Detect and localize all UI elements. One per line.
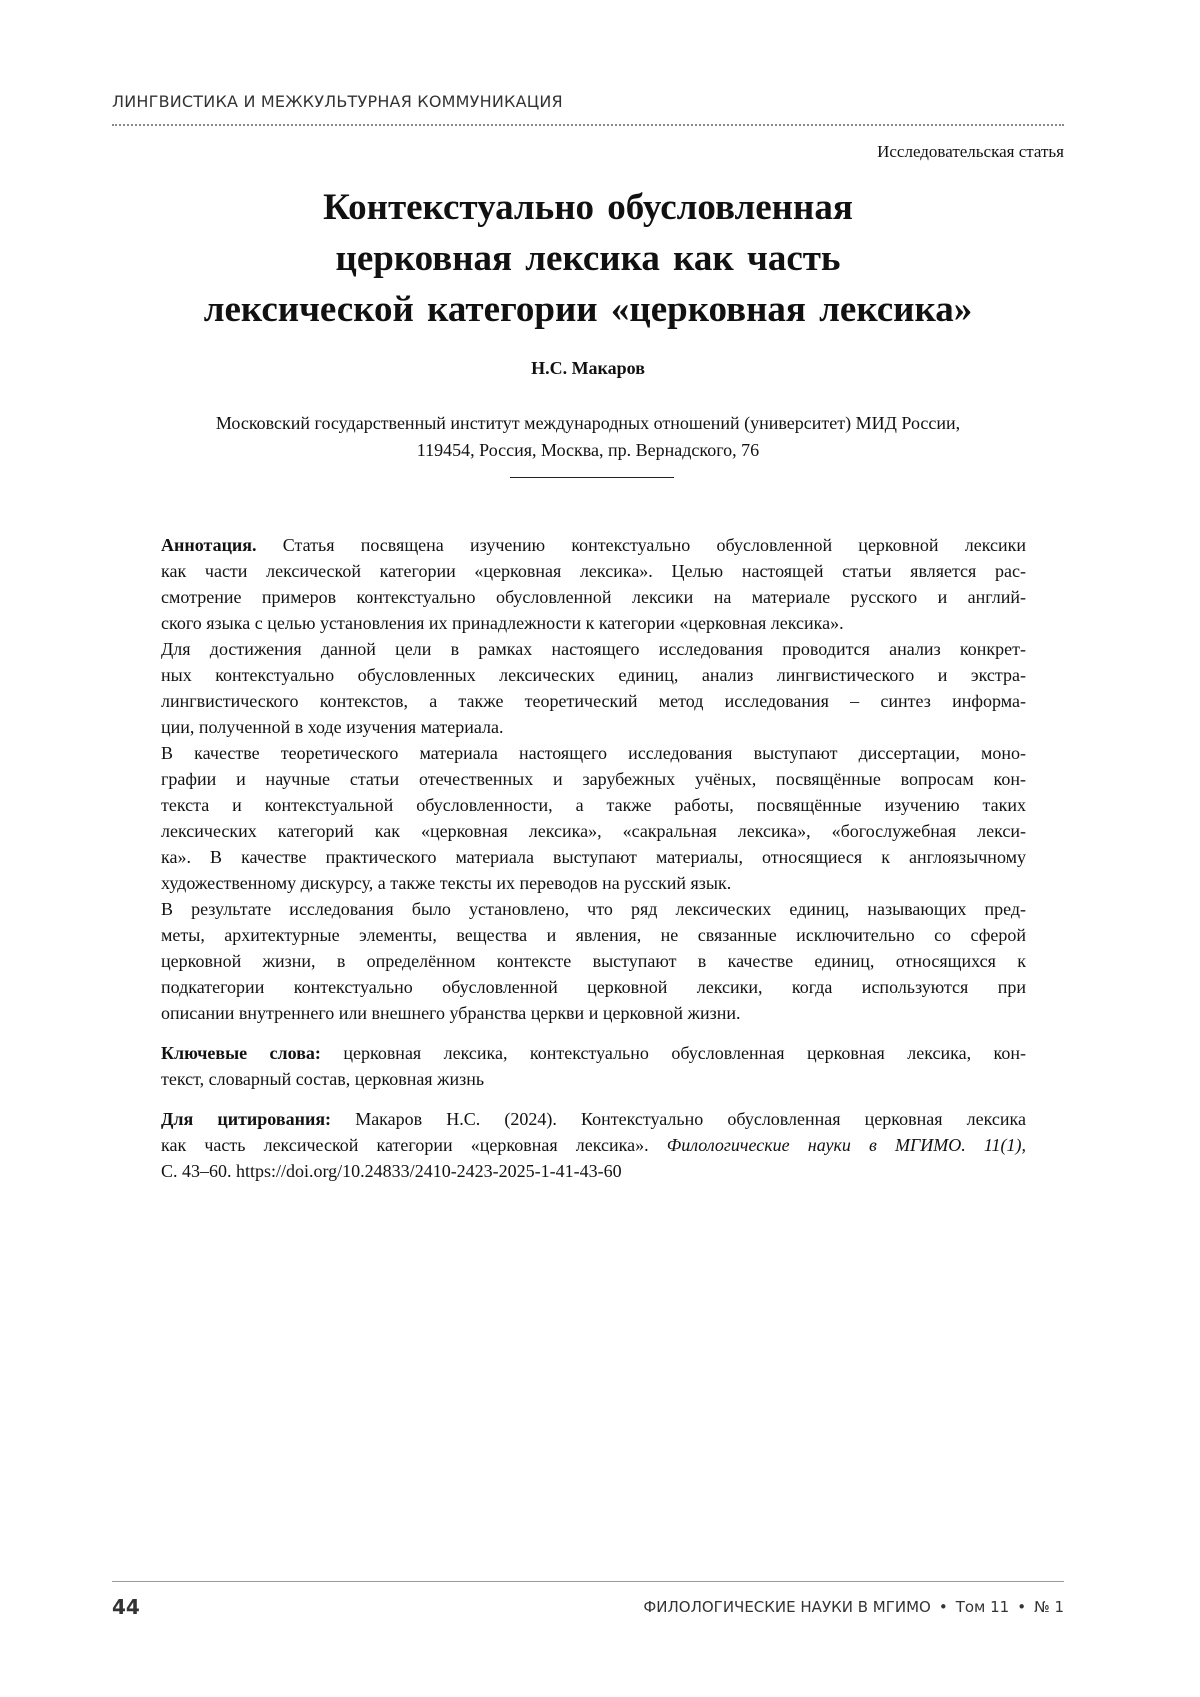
abstract-line: Аннотация. Статья посвящена изучению контекстуально обусловленной церковной лексики [161,535,1027,555]
abstract-line: художественному дискурсу, а также тексты их переводов на русский язык. [161,873,732,893]
footer-rule [112,1581,1064,1582]
abstract-line: смотрение примеров контекстуально обусловленной лексики на материале русского и англий- [161,587,1026,607]
affiliation-line: Московский государственный институт международных отношений (университет) МИД России, [215,413,961,433]
abstract-paragraph [161,896,1026,1026]
title-line: церковная лексика как часть [335,238,841,279]
citation-label: Для цитирования: [161,1109,332,1129]
issue: № 1 [1034,1598,1064,1616]
abstract-paragraph [161,532,1026,636]
affiliation-line: 119454, Россия, Москва, пр. Вернадского, 76 [416,440,760,460]
abstract-paragraph [161,636,1026,740]
abstract-line: церковной жизни, в определённом контексте выступают в качестве единиц, относящихся к [161,951,1026,971]
title-line: лексической категории «церковная лексика» [203,289,973,330]
abstract-line: ского языка с целью установления их принадлежности к категории «церковная лексика». [161,613,844,633]
abstract-block [161,532,1026,1184]
abstract-line: подкатегории контекстуально обусловленной церковной лексики, когда используются при [161,977,1026,997]
citation-line: как часть лексической категории «церковная лексика». Филологические науки в МГИМО. 11(1), [161,1135,1027,1155]
article-title [112,182,1064,335]
bullet-separator: • [938,1598,948,1616]
citation-line[interactable]: С. 43–60. https://doi.org/10.24833/2410-2423-2025-1-41-43-60 [161,1161,622,1181]
abstract-paragraph [161,740,1026,896]
author-name: Н.С. Макаров [531,358,645,378]
keywords-label: Ключевые слова: [161,1043,321,1063]
keywords-line: Ключевые слова: церковная лексика, контекстуально обусловленная церковная лексика, кон- [161,1043,1026,1063]
abstract-line: графии и научные статьи отечественных и зарубежных учёных, посвящённые вопросам кон- [161,769,1026,789]
title-line: Контекстуально обусловленная [323,187,853,228]
abstract-line: В качестве теоретического материала настоящего исследования выступают диссертации, моно- [161,743,1026,763]
abstract-line: лексических категорий как «церковная лексика», «сакральная лексика», «богослужебная лекси- [161,821,1026,841]
page-number: 44 [112,1595,140,1619]
journal-footer [643,1598,1064,1616]
abstract-line: ных контекстуально обусловленных лексических единиц, анализ лингвистического и экстра- [161,665,1026,685]
abstract-line: ции, полученной в ходе изучения материала. [161,717,504,737]
abstract-line: меты, архитектурные элементы, вещества и явления, не связанные исключительно со сферой [161,925,1026,945]
abstract-line: В результате исследования было установлено, что ряд лексических единиц, называющих пред- [161,899,1026,919]
abstract-line: лингвистического контекстов, а также теоретический метод исследования – синтез информа- [161,691,1026,711]
citation [161,1106,1026,1184]
keywords [161,1040,1026,1092]
journal-name: ФИЛОЛОГИЧЕСКИЕ НАУКИ В МГИМО [643,1598,931,1616]
abstract-line: ка». В качестве практического материала выступают материалы, относящиеся к англоязычному [161,847,1026,867]
abstract-label: Аннотация. [161,535,257,555]
header-dotted-rule [112,124,1064,126]
abstract-line: описании внутреннего или внешнего убранства церкви и церковной жизни. [161,1003,741,1023]
separator-rule [510,477,674,478]
article-type: Исследовательская статья [877,142,1064,161]
abstract-line: Для достижения данной цели в рамках настоящего исследования проводится анализ конкрет- [161,639,1026,659]
volume: Том 11 [955,1598,1010,1616]
running-head: ЛИНГВИСТИКА И МЕЖКУЛЬТУРНАЯ КОММУНИКАЦИЯ [112,92,563,111]
abstract-line: текста и контекстуальной обусловленности, а также работы, посвящённые изучению таких [161,795,1026,815]
journal-title-italic: Филологические науки в МГИМО. 11(1), [666,1135,1027,1155]
keywords-line: текст, словарный состав, церковная жизнь [161,1069,485,1089]
citation-line: Для цитирования: Макаров Н.С. (2024). Контекстуально обусловленная церковная лексика [161,1109,1027,1129]
affiliation [112,410,1064,464]
abstract-line: как части лексической категории «церковная лексика». Целью настоящей статьи является рас- [161,561,1026,581]
bullet-separator: • [1017,1598,1027,1616]
